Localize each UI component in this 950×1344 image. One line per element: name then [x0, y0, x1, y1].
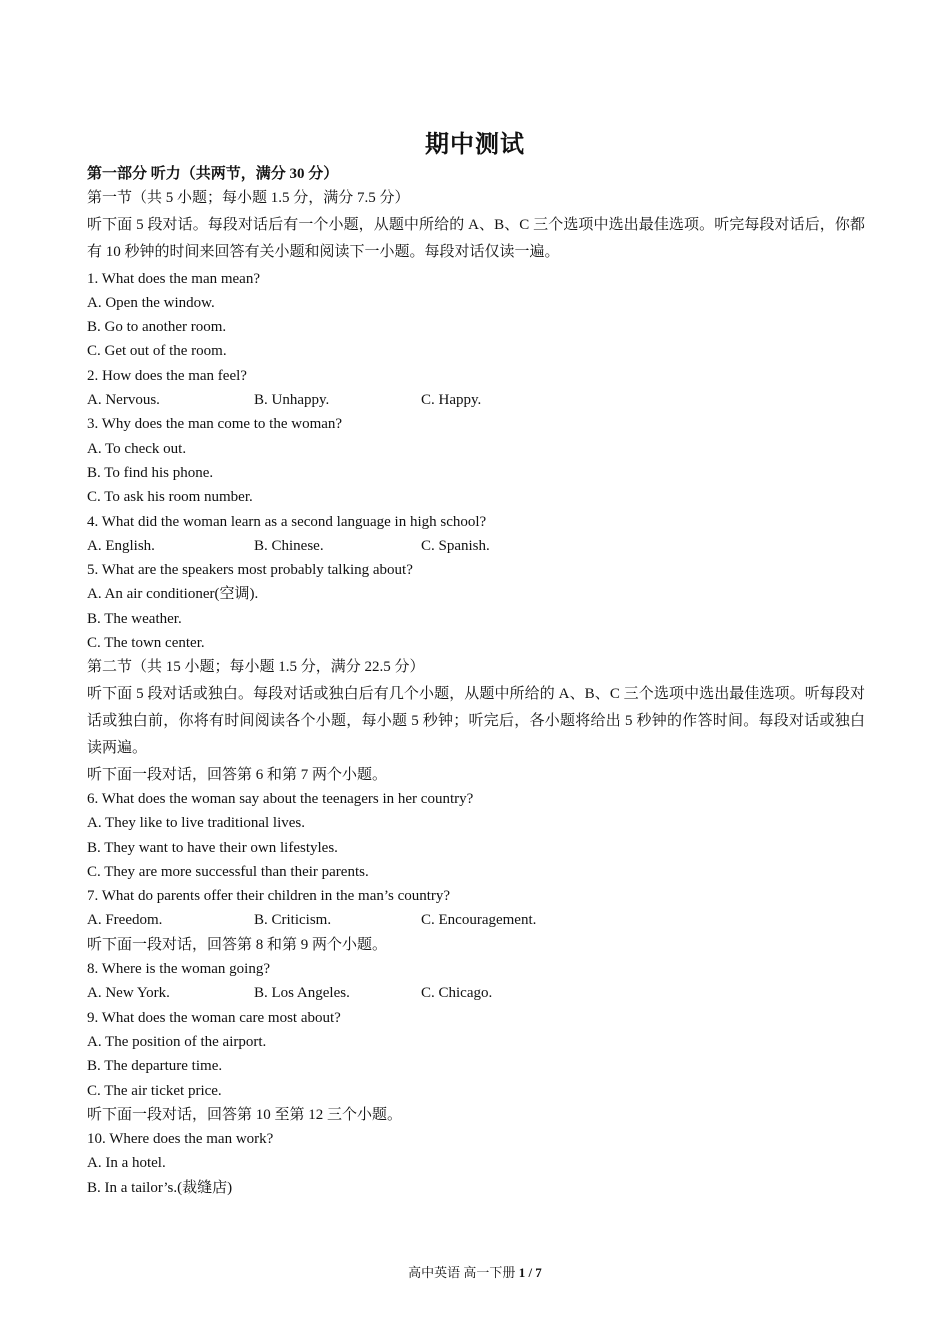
question-stem: 6. What does the woman say about the teenagers in her country?	[87, 790, 474, 807]
question-stem: 4. What did the woman learn as a second language in high school?	[87, 513, 487, 530]
question-stem: 2. How does the man feel?	[87, 367, 247, 384]
question-stem: 3. Why does the man come to the woman?	[87, 416, 343, 433]
option-a: A. They like to live traditional lives.	[87, 815, 306, 832]
option-b: B. They want to have their own lifestyles.	[87, 839, 338, 856]
option-b: B. Criticism.	[254, 912, 332, 929]
option-b: B. Unhappy.	[254, 392, 330, 409]
option-c: C. The air ticket price.	[87, 1082, 222, 1099]
exam-content	[87, 162, 865, 1200]
section-heading: 第二节（共 15 小题；每小题 1.5 分，满分 22.5 分）	[87, 659, 425, 676]
option-row	[87, 908, 865, 932]
option-row	[87, 534, 865, 558]
question-stem: 9. What does the woman care most about?	[87, 1009, 341, 1026]
section-instructions: 听下面 5 段对话。每段对话后有一个小题，从题中所给的 A、B、C 三个选项中选出最佳选项。听完每段对话后，你都有 10 秒钟的时间来回答有关小题和阅读下一小题。每段对话仅读一遍。	[87, 216, 865, 260]
option-b: B. To find his phone.	[87, 464, 214, 481]
footer-text: 高中英语 高一下册	[408, 1265, 516, 1280]
dialog-note: 听下面一段对话，回答第 10 至第 12 三个小题。	[87, 1106, 403, 1123]
page-title: 期中测试	[425, 132, 525, 158]
option-a: A. An air conditioner(空调).	[87, 586, 259, 603]
option-c: C. Happy.	[421, 392, 482, 409]
option-b: B. Chinese.	[254, 537, 324, 554]
question-stem: 1. What does the man mean?	[87, 270, 260, 287]
question-stem: 8. Where is the woman going?	[87, 961, 271, 978]
option-b: B. The weather.	[87, 610, 182, 627]
option-a: A. New York.	[87, 985, 170, 1002]
option-a: A. To check out.	[87, 440, 187, 457]
option-c: C. To ask his room number.	[87, 489, 253, 506]
page-number: 1 / 7	[518, 1265, 542, 1280]
section-heading: 第一节（共 5 小题；每小题 1.5 分，满分 7.5 分）	[87, 190, 410, 207]
option-a: A. Open the window.	[87, 294, 215, 311]
question-stem: 7. What do parents offer their children in the man’s country?	[87, 888, 451, 905]
option-a: A. In a hotel.	[87, 1155, 166, 1172]
option-b: B. In a tailor’s.(裁缝店)	[87, 1179, 233, 1196]
option-c: C. They are more successful than their parents.	[87, 863, 369, 880]
option-c: C. Spanish.	[421, 537, 490, 554]
option-c: C. Get out of the room.	[87, 343, 227, 360]
option-b: B. The departure time.	[87, 1058, 223, 1075]
option-c: C. Chicago.	[421, 985, 493, 1002]
part-heading: 第一部分 听力（共两节，满分 30 分）	[87, 166, 339, 182]
section-instructions: 听下面 5 段对话或独白。每段对话或独白后有几个小题，从题中所给的 A、B、C 三个选项中选出最佳选项。听每段对话或独白前，你将有时间阅读各个小题，每小题 5 秒钟；听完后，各小题将给出 5 秒钟的作答时间。每段对话或独白读两遍。	[87, 685, 865, 756]
dialog-note: 听下面一段对话，回答第 6 和第 7 两个小题。	[87, 766, 388, 783]
option-b: B. Los Angeles.	[254, 985, 350, 1002]
option-c: C. Encouragement.	[421, 912, 537, 929]
question-stem: 5. What are the speakers most probably talking about?	[87, 562, 413, 579]
page-footer	[0, 1262, 950, 1281]
option-a: A. English.	[87, 537, 155, 554]
option-a: A. Freedom.	[87, 912, 163, 929]
option-row	[87, 388, 865, 412]
option-c: C. The town center.	[87, 635, 205, 652]
option-a: A. The position of the airport.	[87, 1033, 267, 1050]
dialog-note: 听下面一段对话，回答第 8 和第 9 两个小题。	[87, 936, 388, 953]
option-b: B. Go to another room.	[87, 319, 227, 336]
option-a: A. Nervous.	[87, 392, 160, 409]
question-stem: 10. Where does the man work?	[87, 1131, 274, 1148]
option-row	[87, 981, 865, 1005]
